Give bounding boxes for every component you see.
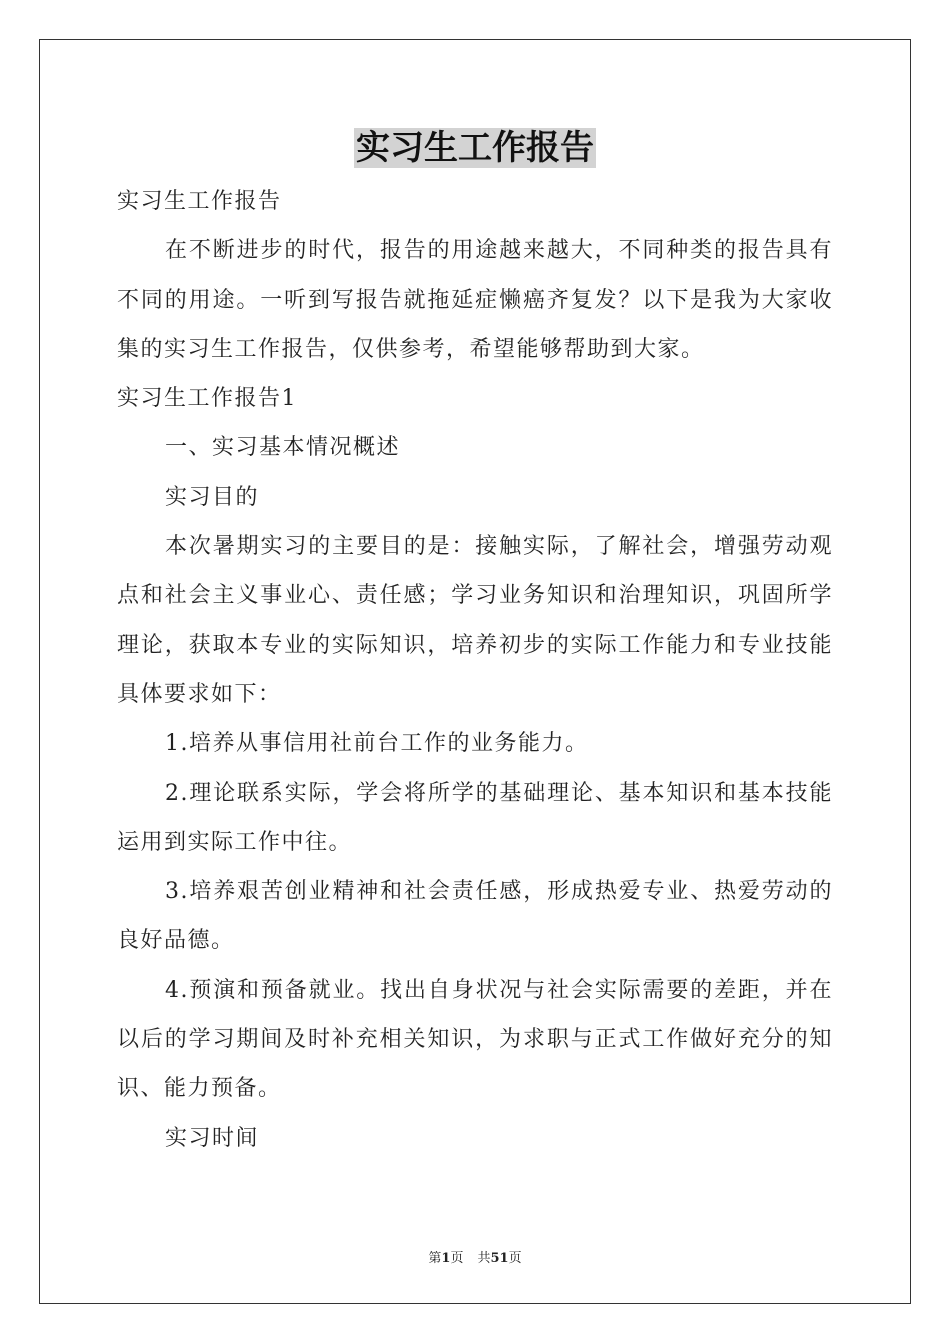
document-title-text: 实习生工作报告 [356, 128, 594, 168]
purpose-paragraph: 本次暑期实习的主要目的是：接触实际，了解社会，增强劳动观点和社会主义事业心、责任感；学习业务知识和治理知识，巩固所学理论，获取本专业的实际知识，培养初步的实际工作能力和专业技能具体要求如下： [117, 534, 833, 707]
document-body [117, 177, 833, 1163]
list-item-2: 2.理论联系实际，学会将所学的基础理论、基本知识和基本技能运用到实际工作中往。 [117, 780, 833, 855]
overview-heading: 一、实习基本情况概述 [165, 435, 401, 461]
list-item-1: 1.培养从事信用社前台工作的业务能力。 [165, 731, 589, 757]
intro-paragraph: 在不断进步的时代，报告的用途越来越大，不同种类的报告具有不同的用途。一听到写报告就拖延症懒癌齐复发？以下是我为大家收集的实习生工作报告，仅供参考，希望能够帮助到大家。 [117, 238, 833, 362]
total-suffix: 页 [508, 1251, 522, 1266]
total-pages: 51 [490, 1251, 509, 1266]
list-item-3: 3.培养艰苦创业精神和社会责任感，形成热爱专业、热爱劳动的良好品德。 [117, 879, 833, 954]
time-heading: 实习时间 [165, 1125, 260, 1151]
page-footer [0, 1247, 950, 1266]
section-heading: 实习生工作报告1 [117, 386, 297, 412]
document-title [0, 126, 950, 170]
page-prefix: 第 [428, 1251, 442, 1266]
page-suffix: 页 [450, 1251, 464, 1266]
list-item-4: 4.预演和预备就业。找出自身状况与社会实际需要的差距，并在以后的学习期间及时补充相关知识，为求职与正式工作做好充分的知识、能力预备。 [117, 977, 833, 1102]
total-prefix: 共 [477, 1251, 491, 1266]
page-number: 1 [441, 1251, 451, 1266]
subtitle-paragraph: 实习生工作报告 [117, 189, 282, 214]
purpose-heading: 实习目的 [165, 484, 260, 510]
